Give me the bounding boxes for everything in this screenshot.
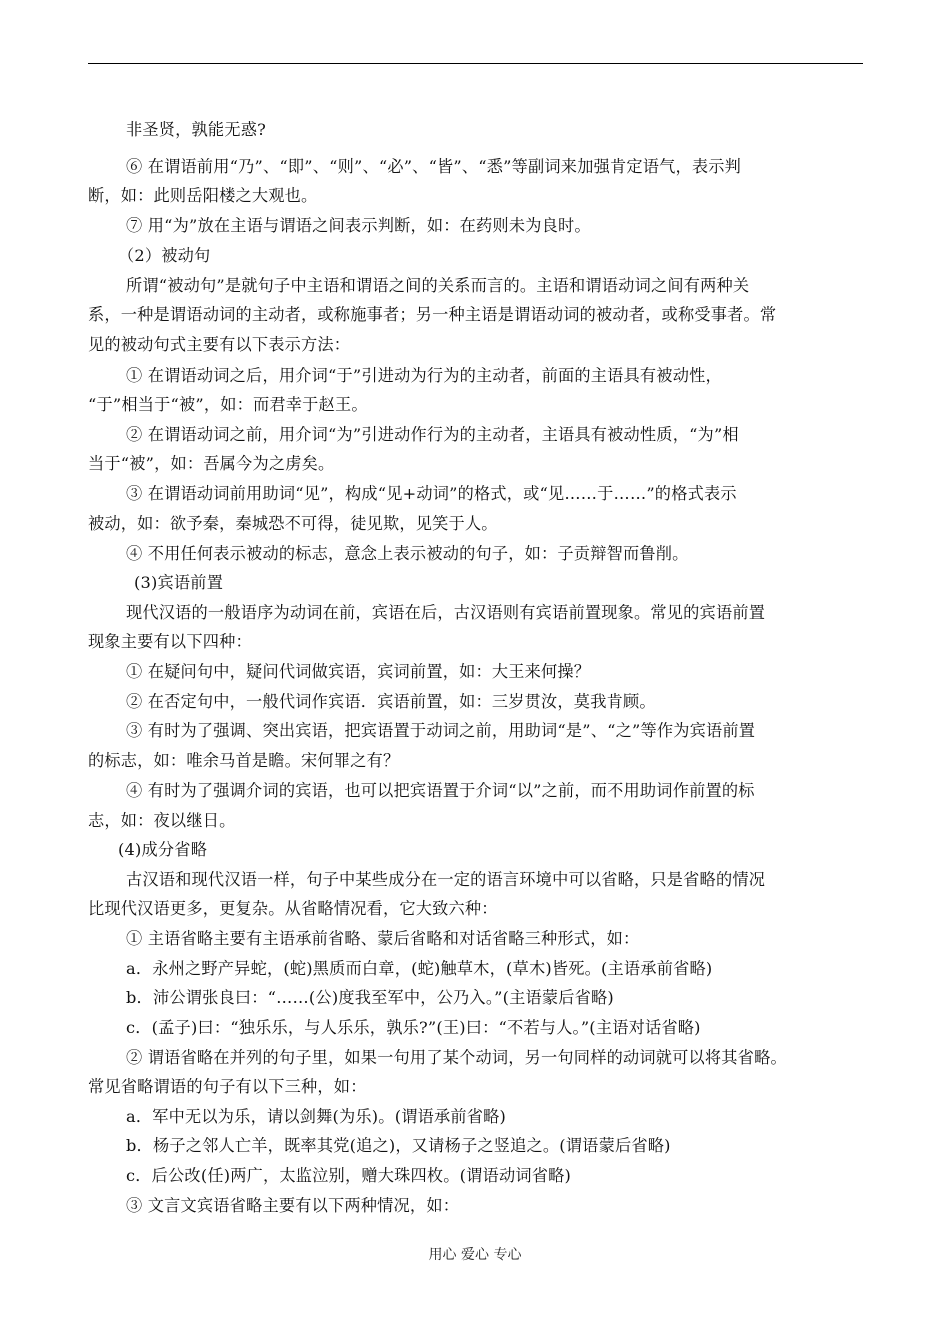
header-rule bbox=[88, 63, 863, 64]
text-line: c．后公改(任)两广，太监泣别，赠大珠四枚。(谓语动词省略) bbox=[126, 1166, 572, 1185]
section-heading: (4)成分省略 bbox=[118, 840, 208, 859]
text-line: 非圣贤，孰能无惑? bbox=[126, 120, 266, 139]
text-line: 断，如：此则岳阳楼之大观也。 bbox=[88, 186, 318, 205]
text-line: 见的被动句式主要有以下表示方法： bbox=[88, 335, 351, 354]
text-line: ④ 有时为了强调介词的宾语，也可以把宾语置于介词“以”之前，而不用助词作前置的标 bbox=[126, 781, 755, 800]
text-line: ① 在疑问句中，疑问代词做宾语，宾词前置，如：大王来何操？ bbox=[126, 662, 591, 681]
text-line: a．军中无以为乐，请以剑舞(为乐)。(谓语承前省略) bbox=[126, 1107, 507, 1126]
text-line: 常见省略谓语的句子有以下三种，如： bbox=[88, 1077, 367, 1096]
text-line: ② 谓语省略在并列的句子里，如果一句用了某个动词，另一句同样的动词就可以将其省略。 bbox=[126, 1048, 787, 1067]
text-line: 比现代汉语更多，更复杂。从省略情况看，它大致六种： bbox=[88, 899, 498, 918]
text-line: b．沛公谓张良曰：“……(公)度我至军中，公乃入。”(主语蒙后省略) bbox=[126, 988, 614, 1007]
section-heading: （2）被动句 bbox=[118, 246, 211, 265]
text-line: 被动，如：欲予秦，秦城恐不可得，徒见欺，见笑于人。 bbox=[88, 514, 498, 533]
text-line: a．永州之野产异蛇，(蛇)黑质而白章，(蛇)触草木，(草木)皆死。(主语承前省略) bbox=[126, 959, 713, 978]
text-line: ① 主语省略主要有主语承前省略、蒙后省略和对话省略三种形式，如： bbox=[126, 929, 640, 948]
text-line: 系，一种是谓语动词的主动者，或称施事者；另一种主语是谓语动词的被动者，或称受事者。常 bbox=[88, 305, 777, 324]
section-heading: (3)宾语前置 bbox=[134, 573, 224, 592]
text-line: b．杨子之邻人亡羊，既率其党(追之)，又请杨子之竖追之。(谓语蒙后省略) bbox=[126, 1136, 671, 1155]
text-line: ③ 文言文宾语省略主要有以下两种情况，如： bbox=[126, 1196, 460, 1215]
text-line: ② 在否定句中，一般代词作宾语．宾语前置，如：三岁贯汝，莫我肯顾。 bbox=[126, 692, 656, 711]
text-line: ③ 在谓语动词前用助词“见”，构成“见+动词”的格式，或“见……于……”的格式表示 bbox=[126, 484, 737, 503]
text-line: ④ 不用任何表示被动的标志，意念上表示被动的句子，如：子贡辩智而鲁削。 bbox=[126, 544, 689, 563]
text-line: 现象主要有以下四种： bbox=[88, 632, 252, 651]
text-line: 现代汉语的一般语序为动词在前，宾语在后，古汉语则有宾语前置现象。常见的宾语前置 bbox=[126, 603, 766, 622]
text-line: ⑦ 用“为”放在主语与谓语之间表示判断，如：在药则未为良时。 bbox=[126, 216, 591, 235]
text-line: “于”相当于“被”，如：而君幸于赵王。 bbox=[88, 395, 368, 414]
text-line: 古汉语和现代汉语一样，句子中某些成分在一定的语言环境中可以省略，只是省略的情况 bbox=[126, 870, 766, 889]
text-line: ③ 有时为了强调、突出宾语，把宾语置于动词之前，用助词“是”、“之”等作为宾语前置 bbox=[126, 721, 756, 740]
page-footer: 用心 爱心 专心 bbox=[428, 1247, 522, 1263]
text-line: ② 在谓语动词之前，用介词“为”引进动作行为的主动者，主语具有被动性质，“为”相 bbox=[126, 425, 739, 444]
text-line: ⑥ 在谓语前用“乃”、“即”、“则”、“必”、“皆”、“悉”等副词来加强肯定语气，表示判 bbox=[126, 157, 742, 176]
text-line: 所谓“被动句”是就句子中主语和谓语之间的关系而言的。主语和谓语动词之间有两种关 bbox=[126, 276, 750, 295]
text-line: 的标志，如：唯余马首是瞻。宋何罪之有？ bbox=[88, 751, 400, 770]
text-line: 志，如：夜以继日。 bbox=[88, 811, 236, 830]
text-line: ① 在谓语动词之后，用介词“于”引进动为行为的主动者，前面的主语具有被动性， bbox=[126, 366, 722, 385]
text-line: c．(孟子)曰：“独乐乐，与人乐乐，孰乐?”(王)曰：“不若与人。”(主语对话省略) bbox=[126, 1018, 701, 1037]
text-line: 当于“被”，如：吾属今为之虏矣。 bbox=[88, 454, 335, 473]
